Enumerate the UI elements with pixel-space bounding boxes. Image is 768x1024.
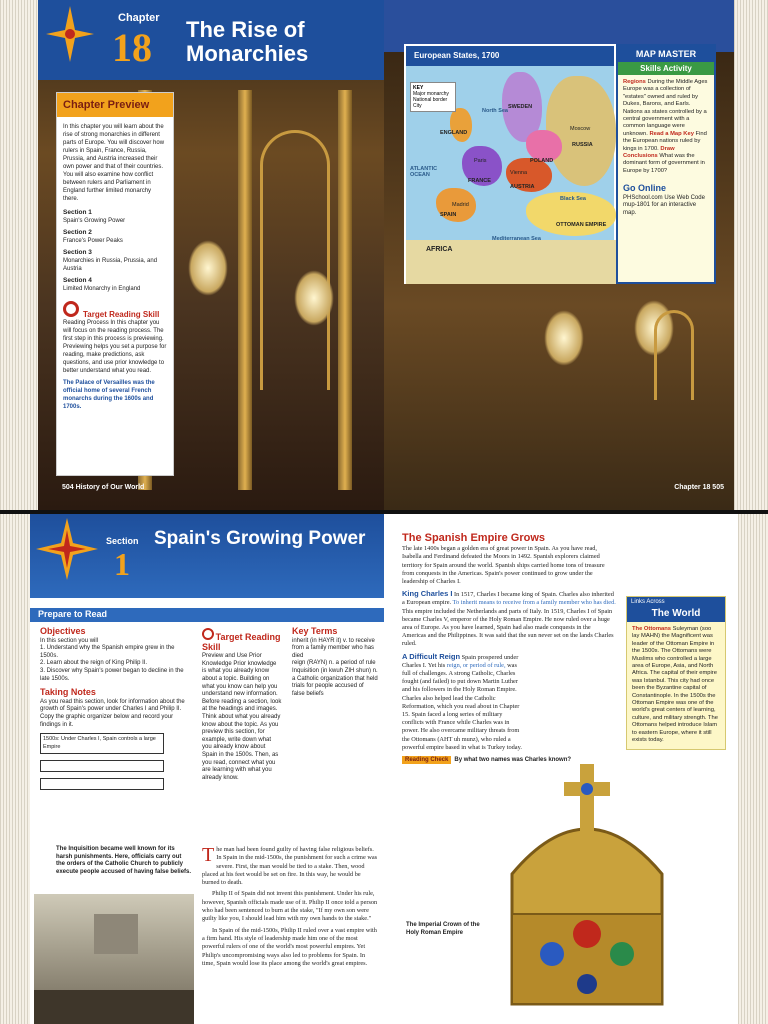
main-heading: The Spanish Empire Grows xyxy=(402,532,546,544)
chandelier xyxy=(188,240,228,296)
section-entry xyxy=(57,207,173,227)
map-label: RUSSIA xyxy=(572,142,593,148)
compass-star-icon xyxy=(34,516,100,582)
skill-text: During the Middle Ages Europe was a collection of "estates" owned and ruled by Dukes, Barons, and Earls. Nations as states controlled by a central government with a common language were unknown. xyxy=(623,79,708,137)
target-reading-column xyxy=(202,628,282,782)
arched-window xyxy=(654,310,694,400)
graphic-organizer-box: 1500s: Under Charles I, Spain controls a large Empire xyxy=(40,733,164,754)
map-label: Black Sea xyxy=(560,196,586,202)
page-edge xyxy=(0,514,30,1024)
links-title: The World xyxy=(627,607,725,622)
links-label: Links Across xyxy=(627,597,725,607)
page-507 xyxy=(384,514,768,1024)
go-online-title: Go Online xyxy=(623,183,667,194)
chandelier xyxy=(294,270,334,326)
chapter-preview-text: In this chapter you will learn about the rise of strong monarchies in different parts of Europe. You will discover how rulers in Spain, France, Russia, Prussia, and Austria increased their own power and that of their countries. You will also examine how conflict between rulers and Parliament in England further limited monarchy there. xyxy=(63,124,165,202)
reading-check-tag: Reading Check xyxy=(402,756,451,764)
section-page xyxy=(30,514,384,1024)
section-label: Section 2 xyxy=(63,229,92,236)
skill-label: Read a Map Key xyxy=(649,130,694,137)
subheading: A Difficult Reign xyxy=(402,651,461,661)
taking-notes-heading: Taking Notes xyxy=(40,687,96,698)
map-label: Paris xyxy=(474,158,487,164)
inquisition-caption: The Inquisition became well known for its harsh punishments. Here, officials carry out the orders of the Catholic Church to publicly execute people accused of having false beliefs. xyxy=(56,846,192,875)
body-text: was full of challenges. A strong Catholic, Charles fought (and failed) to put down Martin Luther and his followers in the Holy Roman Empire. Charles also helped lead the Catholic Reformation, which you read about in Chapter 15. Spain faced a long series of military conflicts with France while Charles was in power. He also overcame military threats from the Ottomans (AHT uh munz), who ruled a powerful empire based in what is Turkey today. xyxy=(402,661,522,751)
page-edge xyxy=(738,514,768,1024)
map-label: Madrid xyxy=(452,202,469,208)
page-folio: Chapter 18 505 xyxy=(674,484,724,491)
go-online-text: PHSchool.com Use Web Code mup-1801 for an interactive map. xyxy=(623,194,705,216)
key-terms-column xyxy=(292,628,378,698)
subheading: King Charles I xyxy=(402,589,453,599)
map-title: European States, 1700 xyxy=(406,46,614,66)
map-region-england xyxy=(450,108,472,142)
gilded-pillar xyxy=(338,90,352,490)
body-page xyxy=(384,514,738,1024)
skill-text: What was the dominant form of government in Europe by 1700? xyxy=(623,153,705,174)
objective-item: 1. Understand why the Spanish empire grew in the 1500s. xyxy=(40,645,175,659)
key-term: Inquisition (in kwuh ZIH shun) n. a Catholic organization that held trials for people accused of false beliefs xyxy=(292,667,378,697)
intro-story xyxy=(202,846,378,971)
legend-item: City xyxy=(413,103,422,109)
objective-item: 2. Learn about the reign of King Philip II. xyxy=(40,660,148,667)
chapter-label: Chapter xyxy=(118,12,160,24)
section-entry xyxy=(57,227,173,247)
chapter-preview-heading: Chapter Preview xyxy=(57,93,173,117)
reading-check-question: By what two names was Charles known? xyxy=(454,757,572,764)
section-entry xyxy=(57,275,173,295)
definition-highlight: reign, or period of rule, xyxy=(446,661,506,669)
objectives-intro: In this section you will xyxy=(40,637,99,644)
arched-window xyxy=(260,130,330,390)
links-across-box xyxy=(626,596,726,750)
links-body-text: Suleyman (soo lay MAHN) the Magnificent was leader of the Ottoman Empire in the 1500s. The Ottomans were Muslims who controlled a large area of Europe, Asia, and North Africa. The capital of their empire was Istanbul. This city had once been the Byzantine capital of Constantinople. In the 1500s the Ottoman Empire was one of the world's great centers of learning, culture, and military strength. The Ottomans helped introduce Islam to eastern Europe, where it still exists today. xyxy=(632,626,718,744)
target-reading-heading: Target Reading Skill xyxy=(202,632,281,652)
top-spread xyxy=(0,0,768,510)
section-number: 1 xyxy=(114,546,130,582)
map-label: OTTOMAN EMPIRE xyxy=(556,222,607,228)
links-subject: The Ottomans xyxy=(632,626,671,632)
key-term: inherit (in HAYR it) v. to receive from a family member who has died xyxy=(292,637,375,659)
legend-title: KEY xyxy=(413,85,424,91)
objective-item: 3. Discover why Spain's power began to decline in the late 1500s. xyxy=(40,667,184,682)
compass-icon xyxy=(44,4,96,64)
map-label: Vienna xyxy=(510,170,528,176)
page-edge xyxy=(734,0,768,510)
section-label: Section 4 xyxy=(63,277,92,284)
graphic-organizer-row xyxy=(40,760,164,772)
map-label: North Sea xyxy=(482,108,508,114)
legend-item: National border xyxy=(413,97,448,103)
skill-label: Regions xyxy=(623,79,646,85)
map-legend xyxy=(410,82,456,112)
map-label: ATLANTIC OCEAN xyxy=(410,166,438,178)
map-label: SWEDEN xyxy=(508,104,533,110)
target-icon xyxy=(202,628,214,640)
imperial-crown-image xyxy=(492,764,682,1014)
map-master-text xyxy=(618,75,714,179)
body-text: This empire included the Netherlands and parts of Italy. In 1519, Charles I of Spain became Charles V, emperor of the Holy Roman Empire. He now ruled over a huge area of Europe. As you have learned, Spain had also made conquests in the Americas and the Philippines. It was said that the sun never set on the lands Charles ruled. xyxy=(402,607,614,648)
europe-map xyxy=(404,44,616,284)
chapter-preview-box xyxy=(56,92,174,476)
chandelier xyxy=(544,310,584,366)
section-label: Section xyxy=(106,536,139,546)
chapter-title: The Rise of Monarchies xyxy=(186,17,309,66)
key-terms-heading: Key Terms xyxy=(292,626,338,636)
target-reading-skill xyxy=(57,295,173,375)
chapter-number: 18 xyxy=(112,25,152,70)
bottom-spread xyxy=(0,514,768,1024)
taking-notes-text: As you read this section, look for information about the growth of Spain's power under Charles I and Philip II. Copy the graphic organizer below and record your findings in it. xyxy=(40,698,185,728)
crowd-drawing xyxy=(34,990,194,1024)
main-text xyxy=(402,534,616,764)
definition-highlight: To inherit means to receive from a family member who has died. xyxy=(452,599,616,607)
inquisition-illustration xyxy=(34,894,194,1024)
objectives-column xyxy=(40,628,190,790)
map-label: Moscow xyxy=(570,126,591,132)
crown-caption: The Imperial Crown of the Holy Roman Empire xyxy=(406,922,480,936)
castle-drawing xyxy=(94,914,138,954)
links-text xyxy=(627,622,725,749)
story-paragraph: Philip II of Spain did not invent this punishment. Under his rule, however, Spanish officials made use of it. Philip II once told a person who had been sentenced to burn at the stake, "If my own son were guilty like you, I should lead him with my own hands to the stake." xyxy=(202,890,378,923)
page-506 xyxy=(0,514,384,1024)
map-master-title: MAP MASTER xyxy=(618,46,714,62)
map-label: FRANCE xyxy=(468,178,491,184)
page-505 xyxy=(384,0,768,510)
prepare-to-read-bar: Prepare to Read xyxy=(30,608,384,622)
photo-caption: The Palace of Versailles was the official home of several French monarchs during the 1600s and 1700s. xyxy=(63,380,155,410)
page-folio: 504 History of Our World xyxy=(62,484,145,491)
section-title: Monarchies in Russia, Prussia, and Austria xyxy=(63,258,158,272)
gilded-pillar xyxy=(238,90,252,490)
target-reading-text: Reading Process In this chapter you will focus on the reading process. The first step in this process is previewing. Previewing helps you set a purpose for reading, make predictions, ask questions, and use prior knowledge to better understand what you read. xyxy=(63,320,167,374)
skill-text: Find the European nations ruled by kings in 1700. xyxy=(623,130,707,152)
map-label: Mediterranean Sea xyxy=(492,236,541,242)
body-text: In 1517, Charles I became king of Spain. Charles also inherited a European empire. xyxy=(402,591,614,607)
section-title: Limited Monarchy in England xyxy=(63,286,141,292)
skill-label: Draw Conclusions xyxy=(623,145,675,160)
page-edge xyxy=(0,0,38,510)
drop-cap: T xyxy=(202,844,215,866)
section-entry xyxy=(57,247,173,275)
story-paragraph: he man had been found guilty of having false religious beliefs. In Spain in the mid-1500s, the punishment for such a crime was severe. First, the man would be tied to a stake. Then, wood placed at his feet would be set on fire. In this way, he would be burned to death. xyxy=(202,846,378,887)
body-paragraph: The late 1400s began a golden era of great power in Spain. As you have read, Isabella and Ferdinand defeated the Moors in 1492. Spanish explorers claimed territory for Spain around the world. Spanish ships carried home tons of treasure from conquests in the Americas. Spain's power continued to grow under the leadership of Charles I. xyxy=(402,545,605,586)
map-label: AFRICA xyxy=(426,246,453,253)
story-paragraph: In Spain of the mid-1500s, Philip II ruled over a vast empire with a firm hand. His style of leadership made him one of the most powerful rulers of one of the world's most powerful empires. Yet Philip's uncompromising ways also led to problems for Spain. In time, Spain would lose its place among the world's great empires. xyxy=(202,926,377,967)
map-master-box xyxy=(616,44,716,284)
target-icon xyxy=(63,301,79,317)
target-reading-heading: Target Reading Skill xyxy=(83,310,160,319)
section-title: France's Power Peaks xyxy=(63,238,123,244)
section-label: Section 3 xyxy=(63,249,92,256)
go-online-link[interactable] xyxy=(623,185,709,217)
objectives-heading: Objectives xyxy=(40,626,86,636)
page-504 xyxy=(0,0,384,510)
section-title: Spain's Growing Power xyxy=(154,528,366,549)
section-label: Section 1 xyxy=(63,209,92,216)
map-label: AUSTRIA xyxy=(510,184,535,190)
map-label: POLAND xyxy=(530,158,554,164)
legend-item: Major monarchy xyxy=(413,91,449,97)
key-term: reign (RAYN) n. a period of rule xyxy=(292,660,376,667)
map-label: ENGLAND xyxy=(440,130,468,136)
section-title: Spain's Growing Power xyxy=(63,218,126,224)
body-text: Spain prospered under Charles I. Yet his xyxy=(402,653,519,669)
target-reading-text: Preview and Use Prior Knowledge Prior knowledge is what you already know about a topic. Building on what you know can help you understand new information. Before reading a section, look at the headings and images. Think about what you already know about the topic. As you preview this section, for example, write down what you already know about Spain in the 1500s. Then, as you read, connect what you are learning with what you already know. xyxy=(202,653,282,781)
map-master-subtitle: Skills Activity xyxy=(618,62,714,75)
map-label: SPAIN xyxy=(440,212,457,218)
graphic-organizer-row xyxy=(40,778,164,790)
